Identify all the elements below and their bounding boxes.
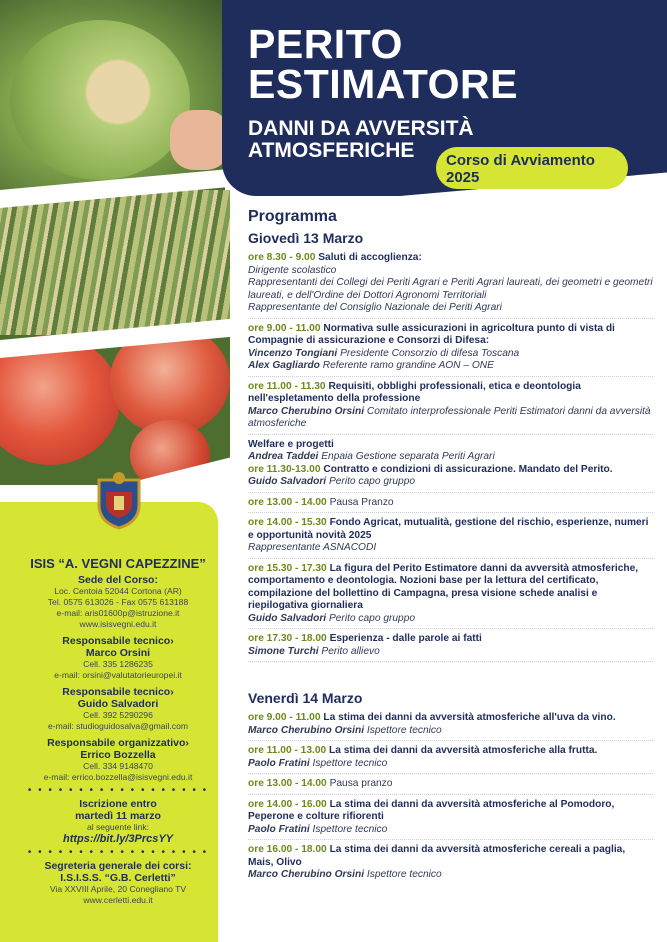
info-label: Sede del Corso:	[78, 574, 158, 586]
speaker-name: Simone Turchi	[248, 645, 319, 657]
item-time: ore 15.30 - 17.30	[248, 562, 327, 574]
speaker-name: Guido Salvadori	[248, 612, 327, 624]
item-speaker	[248, 725, 653, 738]
page-title	[248, 21, 518, 107]
item-time: ore 13.00 - 14.00	[248, 778, 327, 789]
item-time: ore 11.00 - 13.00	[248, 745, 327, 756]
speaker-role: Perito capo gruppo	[328, 476, 416, 487]
program-item	[248, 844, 653, 885]
item-speaker: Rappresentante ASNACODI	[248, 542, 377, 553]
program-item	[248, 745, 653, 774]
tomato-photo	[0, 335, 230, 485]
course-badge	[436, 147, 628, 189]
speaker-name: Paolo Fratini	[248, 757, 310, 769]
registration-text: al seguente link:	[86, 822, 150, 832]
item-title: Saluti di accoglienza:	[318, 252, 422, 263]
item-title: La figura del Perito Estimatore danni da avversità atmosferiche, comportamento e deontologia. Nozioni base per la lettura del certificato, compilazione del bollettino di Campagna, presa visione schede analisi e riepilogativa giornaliera	[248, 562, 639, 611]
speaker-role: Ispettore tecnico	[366, 869, 442, 880]
program-item	[248, 712, 653, 741]
speaker-role: Enpaia Gestione separata Periti Agrari	[321, 451, 495, 462]
item-time: ore 14.00 - 16.00	[248, 798, 327, 810]
guava-photo	[0, 0, 225, 190]
item-speaker: Dirigente scolastico	[248, 264, 337, 276]
item-time: ore 11.00 - 11.30	[248, 380, 326, 392]
speaker-name: Vincenzo Tongiani	[248, 347, 338, 359]
item-title: Fondo Agricat, mutualità, gestione del rischio, esperienze, numeri e opportunità novità 2025	[248, 517, 649, 541]
registration-date: martedì 11 marzo	[75, 810, 161, 822]
item-speaker	[248, 646, 653, 659]
speaker-role: Ispettore tecnico	[312, 823, 388, 835]
program-item	[248, 323, 653, 377]
info-website[interactable]: www.cerletti.edu.it	[83, 895, 153, 905]
speaker-role: Comitato interprofessionale Periti Estimatori danni da avversità atmosferiche	[248, 405, 651, 429]
badge-line: Corso di Avviamento	[446, 152, 595, 169]
info-label: Responsabile tecnico›	[62, 686, 174, 698]
info-text: Tel. 0575 613026 - Fax 0575 613188	[47, 597, 189, 607]
item-time: ore 14.00 - 15.30	[248, 517, 327, 528]
item-speaker	[248, 360, 653, 373]
item-time: ore 8.30 - 9.00	[248, 252, 316, 263]
registration-text: Iscrizione entro	[79, 798, 157, 810]
info-email[interactable]: e-mail: orsini@valutatorieuropei.it	[54, 670, 182, 680]
school-crest-icon	[94, 470, 144, 530]
badge-line: 2025	[446, 169, 480, 186]
info-email[interactable]: e-mail: studioguidosalva@gmail.com	[47, 721, 189, 731]
contact-name: I.S.I.S.S. “G.B. Cerletti”	[60, 872, 176, 884]
item-time: ore 9.00 - 11.00	[248, 322, 321, 334]
program-item	[248, 439, 653, 493]
item-time: ore 9.00 - 11.00	[248, 712, 321, 723]
dotted-divider: • • • • • • • • • • • • • • • • • •	[27, 847, 209, 858]
speaker-name: Marco Cherubino Orsini	[248, 724, 365, 736]
item-speaker	[248, 451, 653, 464]
info-email[interactable]: e-mail: aris01600p@istruzione.it	[56, 608, 180, 618]
item-time: ore 11.30-13.00	[248, 463, 321, 475]
item-speaker	[248, 824, 653, 837]
info-label: Responsabile organizzativo›	[47, 737, 189, 749]
item-title: Contratto e condizioni di assicurazione. Mandato del Perito.	[323, 463, 613, 475]
info-text: Via XXVIII Aprile, 20 Conegliano TV	[49, 884, 187, 894]
item-title: Pausa Pranzo	[329, 496, 394, 508]
program-item	[248, 799, 653, 841]
item-speaker	[248, 476, 653, 489]
contact-info	[0, 556, 236, 906]
program-item	[248, 252, 653, 319]
item-time: ore 13.00 - 14.00	[248, 496, 327, 508]
title-line: PERITO	[248, 21, 403, 67]
speaker-role: Perito allievo	[321, 645, 380, 657]
program	[248, 208, 653, 889]
subtitle-line: DANNI DA AVVERSITÀ	[248, 117, 474, 140]
item-time: ore 16.00 - 18.00	[248, 844, 327, 855]
speaker-role: Ispettore tecnico	[312, 757, 388, 769]
item-speaker	[248, 406, 653, 431]
item-title: La stima dei danni da avversità atmosferiche all'uva da vino.	[323, 712, 616, 723]
item-speaker	[248, 869, 653, 882]
info-label: Responsabile tecnico›	[62, 635, 174, 647]
item-title: La stima dei danni da avversità atmosferiche alla frutta.	[329, 745, 598, 756]
speaker-name: Marco Cherubino Orsini	[248, 869, 365, 880]
speaker-role: Perito capo gruppo	[328, 612, 416, 624]
contact-name: Marco Orsini	[85, 647, 151, 659]
program-item	[248, 778, 653, 795]
item-title: Esperienza - dalle parole ai fatti	[329, 633, 482, 644]
program-item	[248, 497, 653, 514]
wheat-photo	[0, 190, 230, 335]
contact-name: Guido Salvadori	[77, 698, 159, 710]
title-line: ESTIMATORE	[248, 61, 518, 107]
item-title: Pausa pranzo	[329, 778, 393, 789]
info-phone: Cell. 392 5290296	[83, 710, 153, 720]
item-speaker	[248, 758, 653, 771]
speaker-name: Andrea Taddei	[248, 451, 319, 462]
school-name: ISIS “A. VEGNI CAPEZZINE”	[30, 556, 206, 571]
item-title: Normativa sulle assicurazioni in agricoltura punto di vista di Compagnie di assicurazione e Consorzi di Difesa:	[248, 322, 615, 346]
item-speaker	[248, 348, 653, 361]
info-text: Loc. Centoia 52044 Cortona (AR)	[54, 586, 182, 596]
program-item	[248, 563, 653, 630]
item-time: ore 17.30 - 18.00	[248, 633, 327, 644]
speaker-name: Guido Salvadori	[248, 476, 327, 487]
day-heading: Venerdì 14 Marzo	[248, 690, 363, 706]
speaker-role: Ispettore tecnico	[366, 724, 442, 736]
info-label: Segreteria generale dei corsi:	[44, 860, 192, 872]
program-item	[248, 381, 653, 435]
hand	[170, 110, 225, 170]
item-title: La stima dei danni da avversità atmosferiche cereali a paglia, Mais, Olivo	[248, 844, 626, 868]
speaker-role: Presidente Consorzio di difesa Toscana	[340, 347, 520, 359]
info-phone: Cell. 335 1286235	[83, 659, 153, 669]
contact-name: Errico Bozzella	[80, 749, 156, 761]
item-speaker: Rappresentanti dei Collegi dei Periti Agrari e Periti Agrari laureati, dei geometri e geometri laureati, e dell'Ordine dei Dottori Agronomi Territoriali	[248, 277, 653, 301]
day-heading: Giovedì 13 Marzo	[248, 230, 364, 246]
subtitle-line: ATMOSFERICHE	[248, 139, 415, 162]
item-title: Welfare e progetti	[248, 438, 334, 450]
info-email[interactable]: e-mail: errico.bozzella@isisvegni.edu.it	[43, 772, 193, 782]
speaker-role: Referente ramo grandine AON – ONE	[322, 360, 494, 371]
info-website[interactable]: www.isisvegni.edu.it	[79, 619, 157, 629]
item-speaker	[248, 613, 653, 626]
registration-link[interactable]: https://bit.ly/3PrcsYY	[62, 833, 174, 845]
dotted-divider: • • • • • • • • • • • • • • • • • •	[27, 785, 209, 796]
program-heading: Programma	[248, 208, 337, 225]
program-item	[248, 633, 653, 662]
item-title: La stima dei danni da avversità atmosferiche al Pomodoro, Peperone e colture rifiorenti	[248, 798, 615, 822]
speaker-name: Marco Cherubino Orsini	[248, 405, 365, 417]
item-title: Requisiti, obblighi professionali, etica e deontologia nell'espletamento della professione	[248, 380, 581, 404]
item-speaker: Rappresentante del Consiglio Nazionale dei Periti Agrari	[248, 302, 502, 313]
speaker-name: Alex Gagliardo	[248, 360, 320, 371]
info-phone: Cell. 334 9148470	[83, 761, 153, 771]
program-item	[248, 517, 653, 559]
speaker-name: Paolo Fratini	[248, 823, 310, 835]
guava-fruit	[10, 20, 190, 180]
